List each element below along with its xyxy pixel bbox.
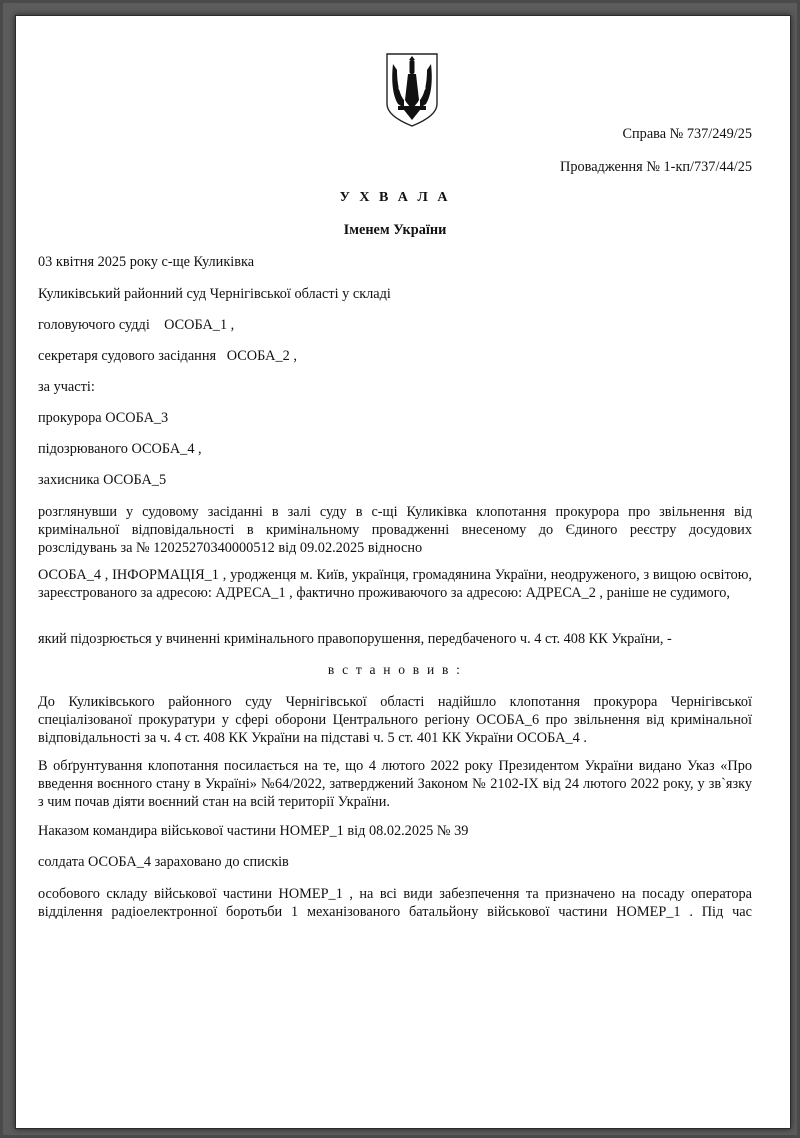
paragraph-5-line-2: відділення радіоелектронної боротьби 1 механізованого батальйону військової частини НОМЕР_1 . Під час (38, 904, 752, 920)
established-heading: в с т а н о в и в : (327, 662, 463, 677)
paragraph-3: Наказом командира військової частини НОМЕР_1 від 08.02.2025 № 39 (38, 823, 469, 839)
considered-paragraph: розглянувши у судовому засіданні в залі суду в с-щі Куликівка клопотання прокурора про звільнення від кримінальної відповідальності в кримінальному провадженні внесеному до Єдиного реєстру досудових розслідувань за № 12025270340000512 від 09.02.2025 відносно (38, 504, 752, 556)
paragraph-2: В обґрунтування клопотання посилається на те, що 4 лютого 2022 року Президентом України видано Указ «Про введення воєнного стану в Україні» №64/2022, затверджений Законом № 2102-IX від 24 лютого 2022 року, у зв`язку з чим почав діяти воєнний стан на всій території України. (38, 758, 752, 810)
paragraph-5-line-1: особового складу військової частини НОМЕР_1 , на всі види забезпечення та призначено на посаду оператора (38, 886, 752, 902)
suspect: підозрюваного ОСОБА_4 , (38, 441, 202, 457)
in-name-of-ukraine: Іменем України (343, 222, 447, 238)
paragraph-1: До Куликівського районного суду Чернігівської області надійшло клопотання прокурора Чернігівської спеціалізованої прокуратури у сфері оборони Центрального регіону ОСОБА_6 про звільнення від кримінальної відповідальності за ч. 4 ст. 408 КК України на підставі ч. 5 ст. 401 КК України ОСОБА_4 . (38, 694, 752, 746)
suspected-of-paragraph: який підозрюється у вчиненні кримінального правопорушення, передбаченого ч. 4 ст. 408 КК України, - (38, 631, 672, 647)
paragraph-4: солдата ОСОБА_4 зараховано до списків (38, 854, 289, 870)
participation-label: за участі: (38, 379, 95, 395)
proceeding-number: Провадження № 1-кп/737/44/25 (560, 159, 752, 175)
presiding-judge: головуючого судді ОСОБА_1 , (38, 317, 235, 333)
court-secretary: секретаря судового засідання ОСОБА_2 , (38, 348, 297, 364)
defender: захисника ОСОБА_5 (38, 472, 167, 488)
date-place: 03 квітня 2025 року с-ще Куликівка (38, 254, 255, 270)
case-number: Справа № 737/249/25 (622, 126, 752, 142)
trident-emblem-icon (384, 52, 440, 128)
document-type-title: У Х В А Л А (339, 190, 451, 205)
court-name: Куликівський районний суд Чернігівської області у складі (38, 286, 391, 302)
person-info-paragraph: ОСОБА_4 , ІНФОРМАЦІЯ_1 , уродженця м. Київ, українця, громадянина України, неодруженого, з вищою освітою, зареєстрованого за адресою: АДРЕСА_1 , фактично проживаючого за адресою: АДРЕСА_2 , раніше не судимого, (38, 567, 752, 601)
prosecutor: прокурора ОСОБА_3 (38, 410, 169, 426)
